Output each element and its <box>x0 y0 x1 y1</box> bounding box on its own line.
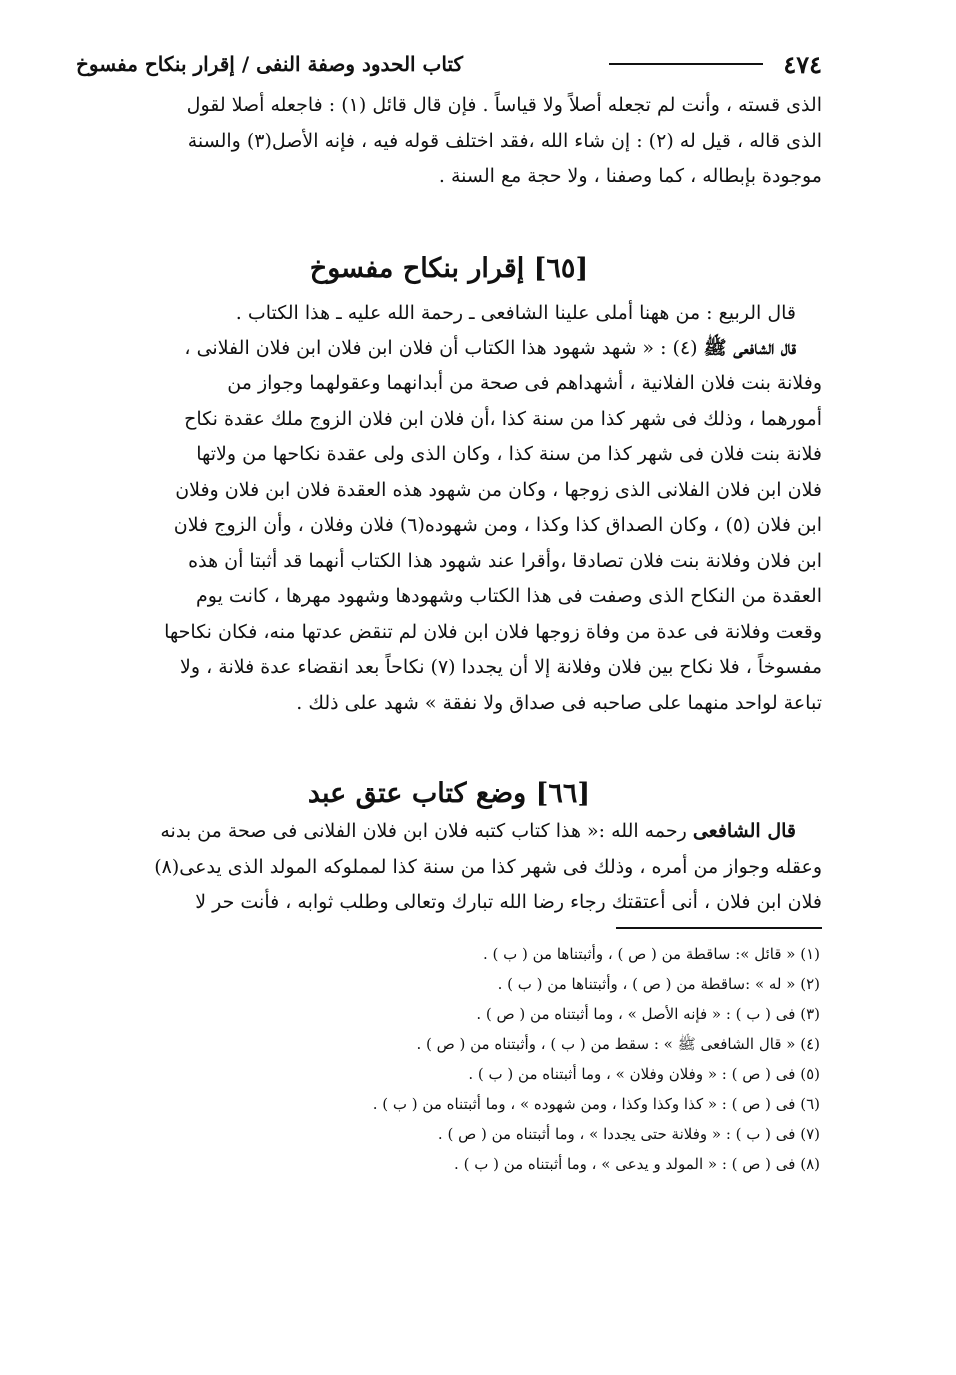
text-line: الذى قاله ، قيل له (٢) : إن شاء الله ،فقد اختلف قوله فيه ، فإنه الأصل(٣) والسنة <box>187 129 822 152</box>
intro-paragraph <box>76 88 822 195</box>
text-line: مفسوخاً ، فلا نكاح بين فلان وفلانة إلا أن يجددا (٧) نكاحاً بعد انقضاء عدة فلانة ، ولا <box>180 656 822 678</box>
text-line: فلان ابن فلان ، أنى أعتقتك رجاء رضا الله تبارك وتعالى وطلب ثوابه ، فأنت حر لا <box>195 891 822 913</box>
text-line: وقعت وفلانة فى عدة من وفاة زوجها فلان ابن فلان لم تنقض عدتها منه، فكان نكاحها <box>164 620 822 643</box>
running-title: كتاب الحدود وصفة النفى / إقرار بنكاح مفسوخ <box>76 52 464 76</box>
document-page <box>76 40 822 1179</box>
footnote: (٧) فى ( ب ) : « وفلانة حتى يجددا » ، وما أثبتناه من ( ص ) . <box>437 1124 820 1143</box>
footnote: (٨) فى ( ص ) : « المولد و يدعى » ، وما أثبتناه من ( ب ) . <box>454 1154 820 1173</box>
footnote: (٣) فى ( ب ) : « فإنه الأصل » ، وما أثبتناه من ( ص ) . <box>476 1004 820 1023</box>
text-line: فلان ابن فلان الفلانى الذى زوجها ، وكان من شهود هذه العقدة فلان ابن فلان وفلان <box>175 478 822 501</box>
text-line: وعقله وجواز من أمره ، وذلك فى شهر كذا من سنة كذا لمملوكه المولد الذى يدعى(٨) <box>154 855 822 878</box>
page-number: ٤٧٤ <box>783 49 822 79</box>
text-line: وفلانة بنت فلان الفلانية ، أشهداهم فى صحة من أبدانهما وعقولهما وجواز من <box>227 372 822 394</box>
footnote: (١) « قائل »: ساقطة من ( ص ) ، وأثبتناها من ( ب ) . <box>482 944 820 963</box>
footnote-separator <box>616 927 822 929</box>
footnote: (٦) فى ( ص ) : « كذا وكذا وكذا ، ومن شهوده » ، وما أثبتناه من ( ب ) . <box>372 1094 820 1113</box>
text-line <box>76 814 822 850</box>
text-line: العقدة من النكاح الذى وصفت فى هذا الكتاب وشهودها وشهود مهرها ، كانت يوم <box>196 585 822 607</box>
speaker-label: قال الشافعى ﷺ <box>703 336 796 359</box>
footnote: (٢) « له » :ساقطة من ( ص ) ، وأثبتناها من ( ب ) . <box>497 974 820 993</box>
section-65-intro: قال الربيع : من ههنا أملى علينا الشافعى ـ رحمة الله عليه ـ هذا الكتاب . <box>235 301 796 324</box>
text-line: الذى قسته ، وأنت لم تجعله أصلاً ولا قياساً . فإن قال قائل (١) : فاجعله أصلا لقول <box>186 94 822 116</box>
section-65-body <box>76 331 822 722</box>
text-line: فلانة بنت فلان فى شهر كذا من سنة كذا ، وكان الذى ولى عقدة نكاحها من ولاتها <box>196 443 822 465</box>
text-line: موجودة بإبطاله ، كما وصفنا ، ولا حجة مع السنة . <box>438 165 822 187</box>
section-heading-66: [٦٦] وضع كتاب عتق عبد <box>307 778 591 809</box>
text-line-content: رحمه الله :« هذا كتاب كتبه فلان ابن فلان الفلانى فى صحة من بدنه <box>160 820 693 842</box>
footnotes <box>76 939 822 1179</box>
section-66-body <box>76 814 822 921</box>
footnote: (٥) فى ( ص ) : « وفلان وفلان » ، وما أثبتناه من ( ب ) . <box>468 1064 820 1083</box>
section-heading-65: [٦٥] إقرار بنكاح مفسوخ <box>309 252 589 284</box>
text-line: ابن فلان (٥) ، وكان الصداق كذا وكذا ، ومن شهوده(٦) فلان وفلان ، وأن الزوج فلان <box>173 514 822 536</box>
footnote: (٤) « قال الشافعى ﷺ » : سقط من ( ب ) ، وأثبتناه من ( ص ) . <box>416 1034 820 1053</box>
running-header <box>76 40 822 88</box>
text-line-content: (٤) : « شهد شهود هذا الكتاب أن فلان ابن فلان ابن فلان الفلانى ، <box>184 336 704 359</box>
text-line: أمورهما ، وذلك فى شهر كذا من سنة كذا ،أن فلان ابن فلان الزوج ملك عقدة نكاح <box>184 407 822 430</box>
text-line: ابن فلان وفلانة بنت فلان تصادقا ،وأقرا عند شهود هذا الكتاب أنهما قد أثبتا أن هذه <box>188 549 822 572</box>
header-rule <box>609 63 763 65</box>
speaker-label: قال الشافعى <box>692 820 796 842</box>
text-line: تباعة لواحد منهما على صاحبه فى صداق ولا نفقة » شهد على ذلك . <box>296 691 822 714</box>
text-line <box>76 331 822 367</box>
